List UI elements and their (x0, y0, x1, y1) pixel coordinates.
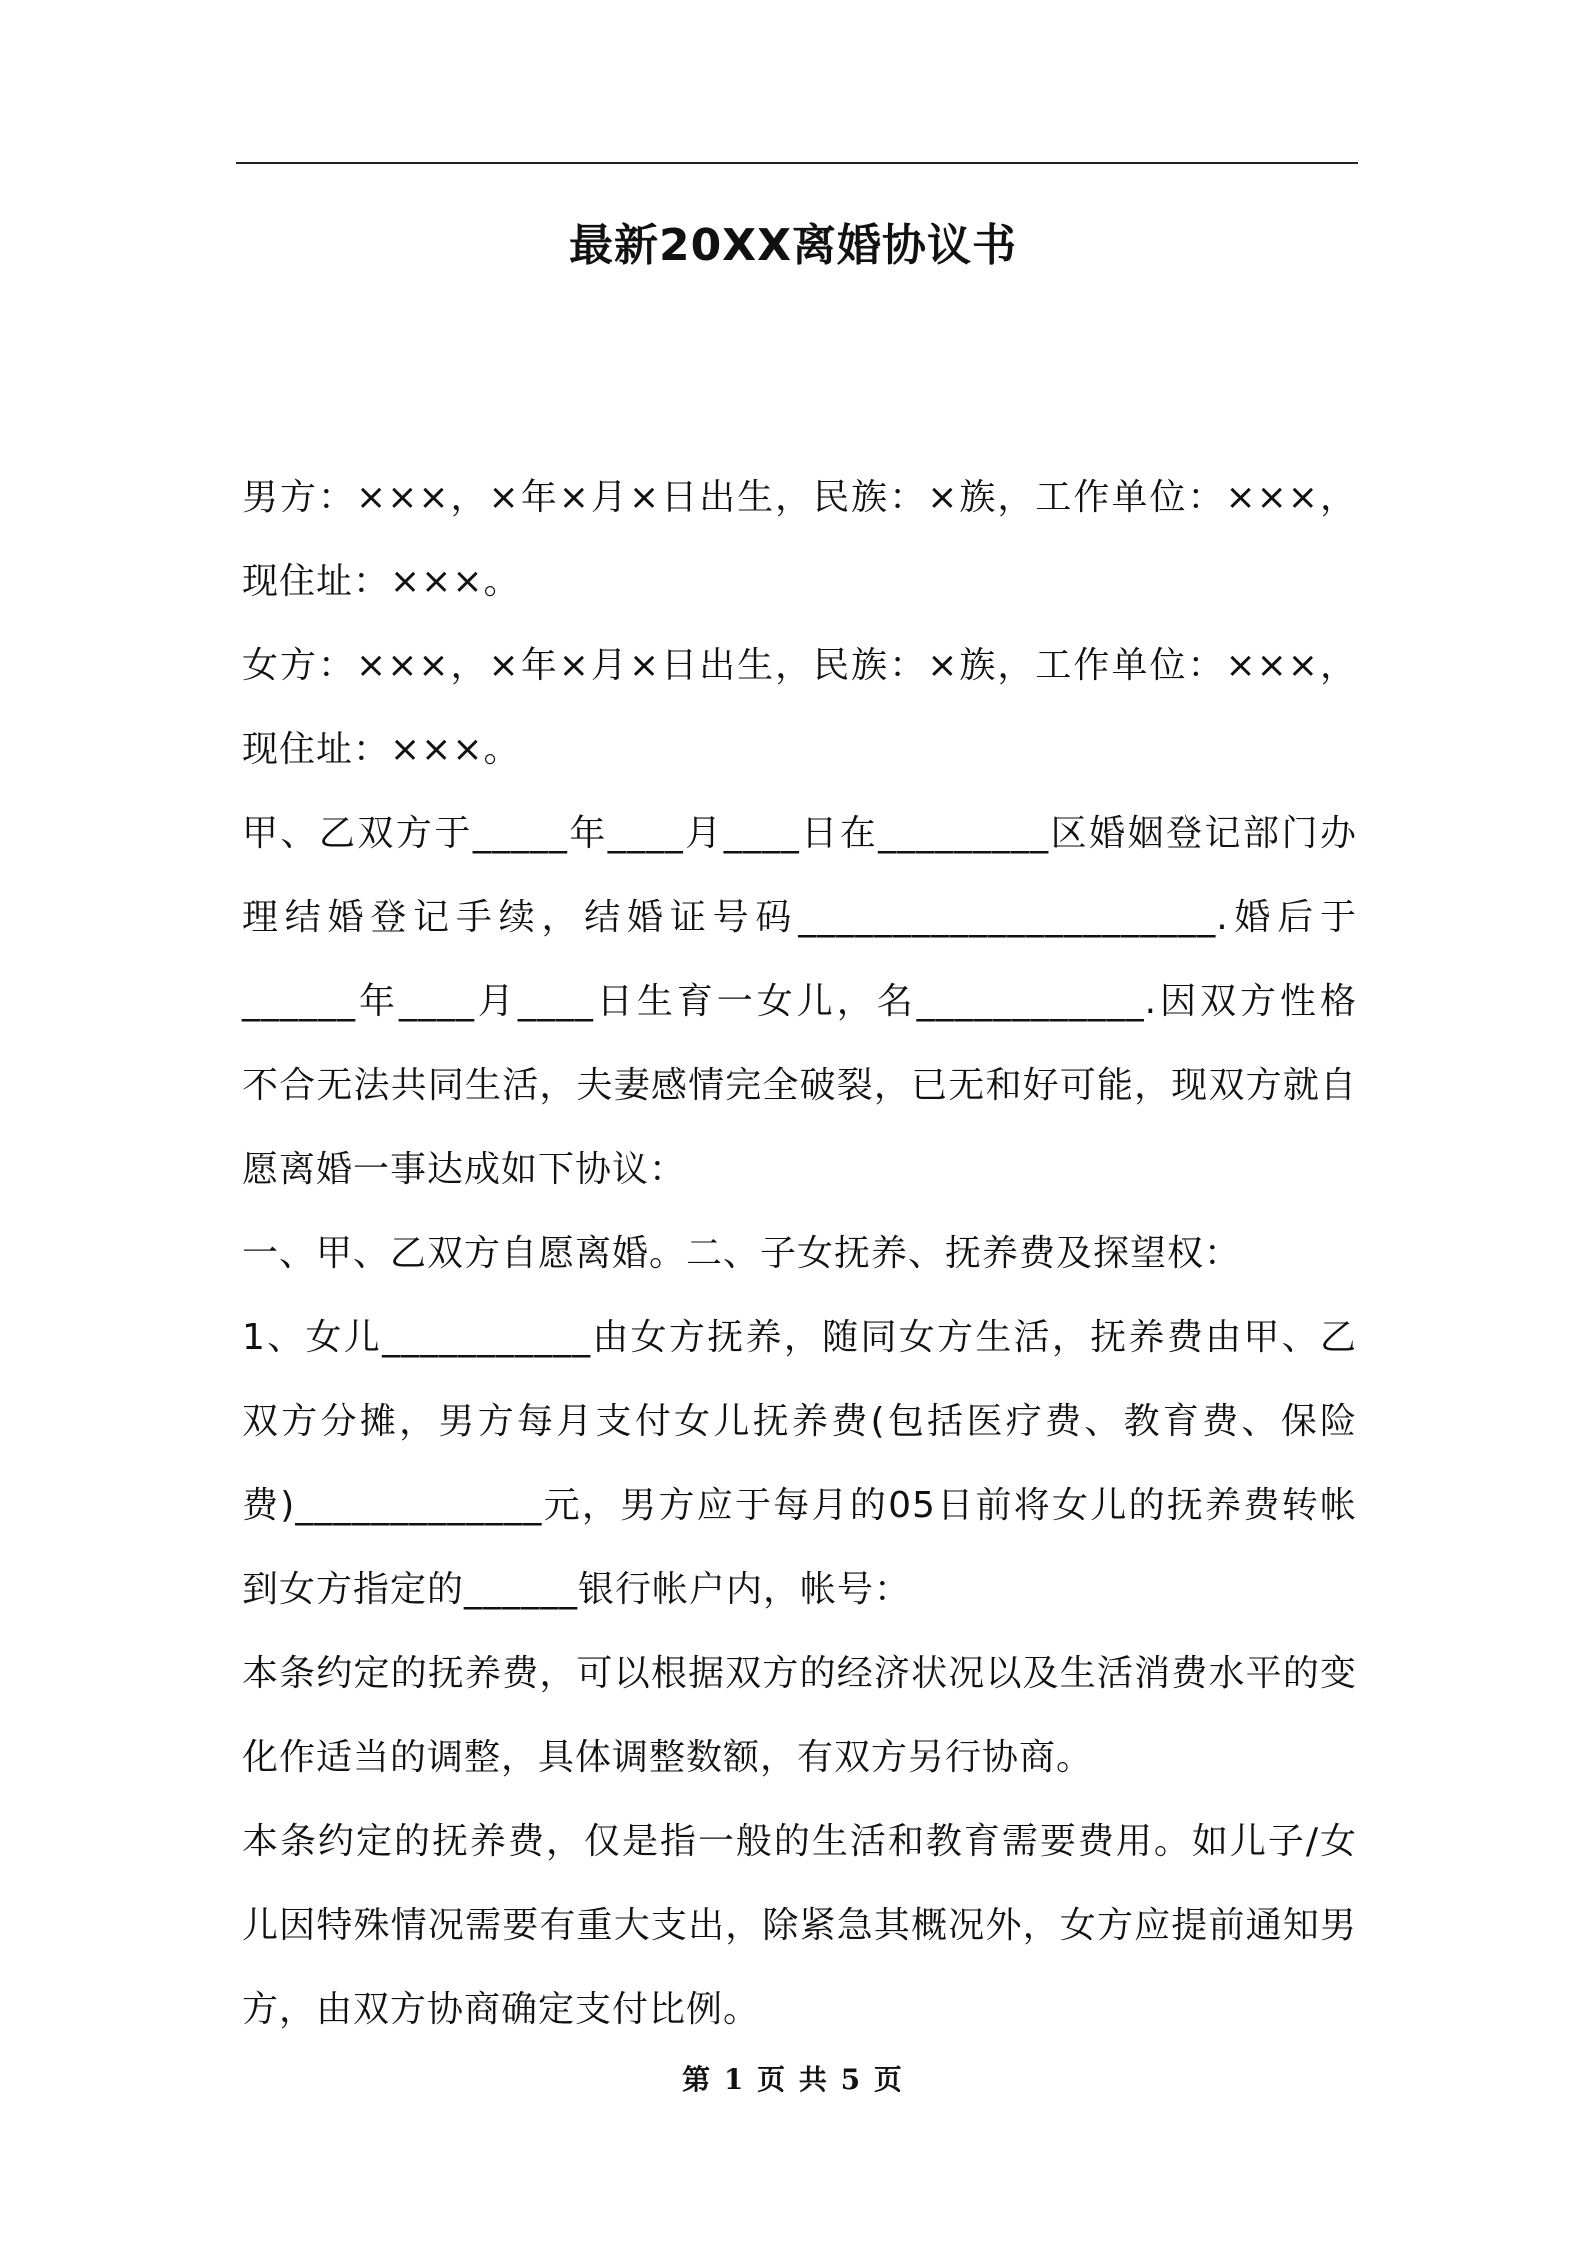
body-line: 不合无法共同生活，夫妻感情完全破裂，已无和好可能，现双方就自 (242, 1065, 1357, 1106)
body-line: 理结婚登记手续，结婚证号码______________________.婚后于 (242, 897, 1357, 938)
body-line: 本条约定的抚养费，可以根据双方的经济状况以及生活消费水平的变 (242, 1653, 1357, 1694)
body-line: 方，由双方协商确定支付比例。 (242, 1989, 761, 2030)
body-line: 一、甲、乙双方自愿离婚。二、子女抚养、抚养费及探望权： (242, 1233, 1242, 1274)
body-line: 双方分摊，男方每月支付女儿抚养费(包括医疗费、教育费、保险 (242, 1401, 1357, 1442)
body-line: 男方：×××，×年×月×日出生，民族：×族，工作单位：×××， (242, 477, 1357, 518)
body-line: 女方：×××，×年×月×日出生，民族：×族，工作单位：×××， (242, 645, 1357, 686)
body-line: 甲、乙双方于_____年____月____日在_________区婚姻登记部门办 (242, 813, 1357, 854)
document-title: 最新20XX离婚协议书 (568, 220, 1018, 271)
body-line: 1、女儿___________由女方抚养，随同女方生活，抚养费由甲、乙 (242, 1317, 1357, 1358)
body-line: 儿因特殊情况需要有重大支出，除紧急其概况外，女方应提前通知男 (242, 1905, 1357, 1946)
body-line: 愿离婚一事达成如下协议： (242, 1149, 687, 1190)
body-line: 现住址：×××。 (242, 561, 521, 602)
body-line: 费)_____________元，男方应于每月的05日前将女儿的抚养费转帐 (242, 1485, 1357, 1526)
body-line: 现住址：×××。 (242, 729, 521, 770)
header-rule (236, 162, 1358, 164)
body-line: 本条约定的抚养费，仅是指一般的生活和教育需要费用。如儿子/女 (242, 1821, 1357, 1862)
page-footer: 第 1 页 共 5 页 (682, 2063, 904, 2096)
body-line: 到女方指定的______银行帐户内，帐号： (242, 1569, 912, 1610)
body-line: ______年____月____日生育一女儿，名____________.因双方性格 (242, 981, 1357, 1022)
body-line: 化作适当的调整，具体调整数额，有双方另行协商。 (242, 1737, 1094, 1778)
document-body (242, 456, 1357, 2052)
